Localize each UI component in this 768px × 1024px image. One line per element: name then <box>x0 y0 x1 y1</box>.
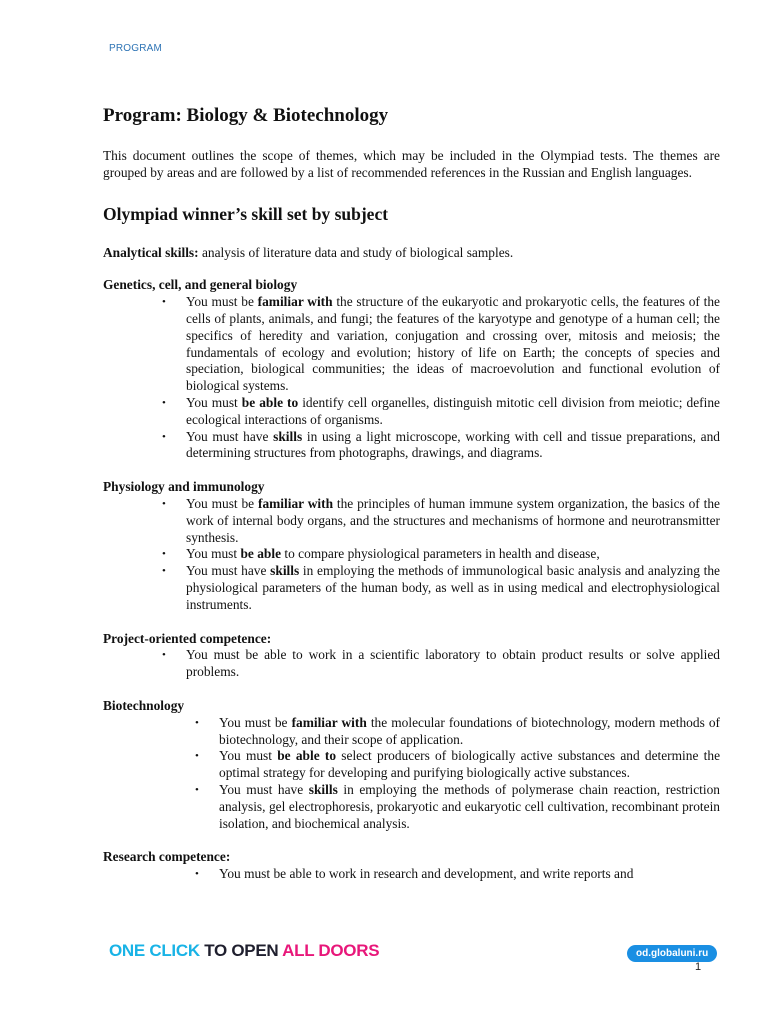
item-text: You must be <box>219 714 292 730</box>
running-header: PROGRAM <box>109 43 163 54</box>
bullet-icon: • <box>162 497 166 510</box>
bullet-icon: • <box>195 868 199 881</box>
list-item <box>162 563 720 613</box>
project-heading: Project-oriented competence: <box>103 630 272 646</box>
brand-slogan-part3: ALL DOORS <box>282 941 380 960</box>
item-emphasis: be able to <box>241 394 299 410</box>
analytical-skills-label: Analytical skills: <box>103 244 199 260</box>
item-emphasis: familiar with <box>257 294 333 310</box>
list-item <box>162 546 720 563</box>
list-item <box>195 781 720 832</box>
brand-slogan <box>109 941 379 961</box>
item-text: You must <box>186 546 241 562</box>
biotech-list <box>103 715 720 833</box>
analytical-skills-text: analysis of literature data and study of biological samples. <box>198 244 514 260</box>
list-item <box>195 866 720 883</box>
page-title: Program: Biology & Biotechnology <box>103 105 389 126</box>
physiology-heading: Physiology and immunology <box>103 479 265 495</box>
item-emphasis: skills <box>270 563 300 579</box>
item-text: the principles of human immune system organization, the basics of the work of internal body organs, and the structures and mechanisms of hormone and neurotransmitter synthesis. <box>186 495 720 545</box>
bullet-icon: • <box>195 783 199 796</box>
item-text: the molecular foundations of biotechnology, modern methods of biotechnology, and their scope of application. <box>219 714 720 747</box>
physiology-list <box>103 496 720 614</box>
list-item <box>162 394 720 429</box>
list-item <box>162 294 720 395</box>
bullet-icon: • <box>162 548 166 561</box>
list-item <box>162 495 720 546</box>
section-title: Olympiad winner’s skill set by subject <box>103 203 389 224</box>
item-emphasis: familiar with <box>258 495 334 511</box>
research-heading: Research competence: <box>103 849 231 865</box>
item-text: to compare physiological parameters in health and disease, <box>281 546 600 562</box>
list-item <box>162 428 720 463</box>
brand-slogan-part2: TO OPEN <box>199 941 283 960</box>
item-emphasis: skills <box>308 781 338 797</box>
item-text: You must have <box>219 781 309 797</box>
genetics-heading: Genetics, cell, and general biology <box>103 277 298 293</box>
item-text: in using a light microscope, working with cell and tissue preparations, and determining structures from photographs, drawings, and diagrams. <box>186 428 720 461</box>
site-url-badge[interactable]: od.globaluni.ru <box>627 945 717 962</box>
item-text: You must <box>186 394 242 410</box>
list-item <box>162 647 720 681</box>
bullet-icon: • <box>162 430 166 443</box>
bullet-icon: • <box>162 565 166 578</box>
item-emphasis: familiar with <box>291 714 367 730</box>
item-text: You must have <box>186 428 274 444</box>
item-emphasis: skills <box>273 428 303 444</box>
item-text: identify cell organelles, distinguish mitotic cell division from meiotic; define ecological interactions of organisms. <box>186 394 720 427</box>
item-emphasis: be able <box>240 546 282 562</box>
biotech-heading: Biotechnology <box>103 697 185 713</box>
item-text: You must be able to work in a scientific laboratory to obtain product results or solve applied problems. <box>186 647 720 680</box>
list-item <box>195 714 720 749</box>
item-text: in employing the methods of immunological basic analysis and analyzing the physiological parameters of the human body, as well as in using medical and electrophysiological instruments. <box>186 563 720 612</box>
item-text: You must have <box>186 563 271 579</box>
item-emphasis: be able to <box>277 748 337 764</box>
item-text: in employing the methods of polymerase chain reaction, restriction analysis, gel electrophoresis, prokaryotic and eukaryotic cell cultivation, recombinant protein isolation, and biochemical analysis. <box>219 781 720 831</box>
item-text: You must be <box>186 495 258 511</box>
bullet-icon: • <box>162 649 166 662</box>
analytical-skills <box>103 245 720 262</box>
bullet-icon: • <box>195 716 199 729</box>
item-text: select producers of biologically active substances and determine the optimal strategy for developing and purifying biologically active substances. <box>219 748 721 781</box>
item-text: You must be able to work in research and development, and write reports and <box>219 866 634 882</box>
item-text: You must be <box>186 294 258 310</box>
bullet-icon: • <box>162 396 166 409</box>
bullet-icon: • <box>162 296 166 309</box>
brand-slogan-part1: ONE CLICK <box>109 941 200 960</box>
page-number: 1 <box>695 961 702 973</box>
bullet-icon: • <box>195 750 199 763</box>
item-text: the structure of the eukaryotic and prokaryotic cells, the features of the cells of plants, animals, and fungi; the features of the karyotype and genotype of a human cell; the specifics of heredity and variation, conjugation and crossing over, mitosis and meiosis; the fundamentals of ecology and evolution; history of life on Earth; the concepts of species and speciation, biological communities; the ideas of macroevolution and functional evolution of biological systems. <box>186 294 720 394</box>
project-list <box>103 647 720 681</box>
intro-paragraph: This document outlines the scope of themes, which may be included in the Olympiad tests. The themes are grouped by areas and are followed by a list of recommended references in the Russian and English languages. <box>103 148 720 180</box>
research-list <box>103 866 720 883</box>
list-item <box>195 748 721 782</box>
document-body <box>103 104 720 883</box>
item-text: You must <box>219 748 278 764</box>
genetics-list <box>103 294 720 462</box>
